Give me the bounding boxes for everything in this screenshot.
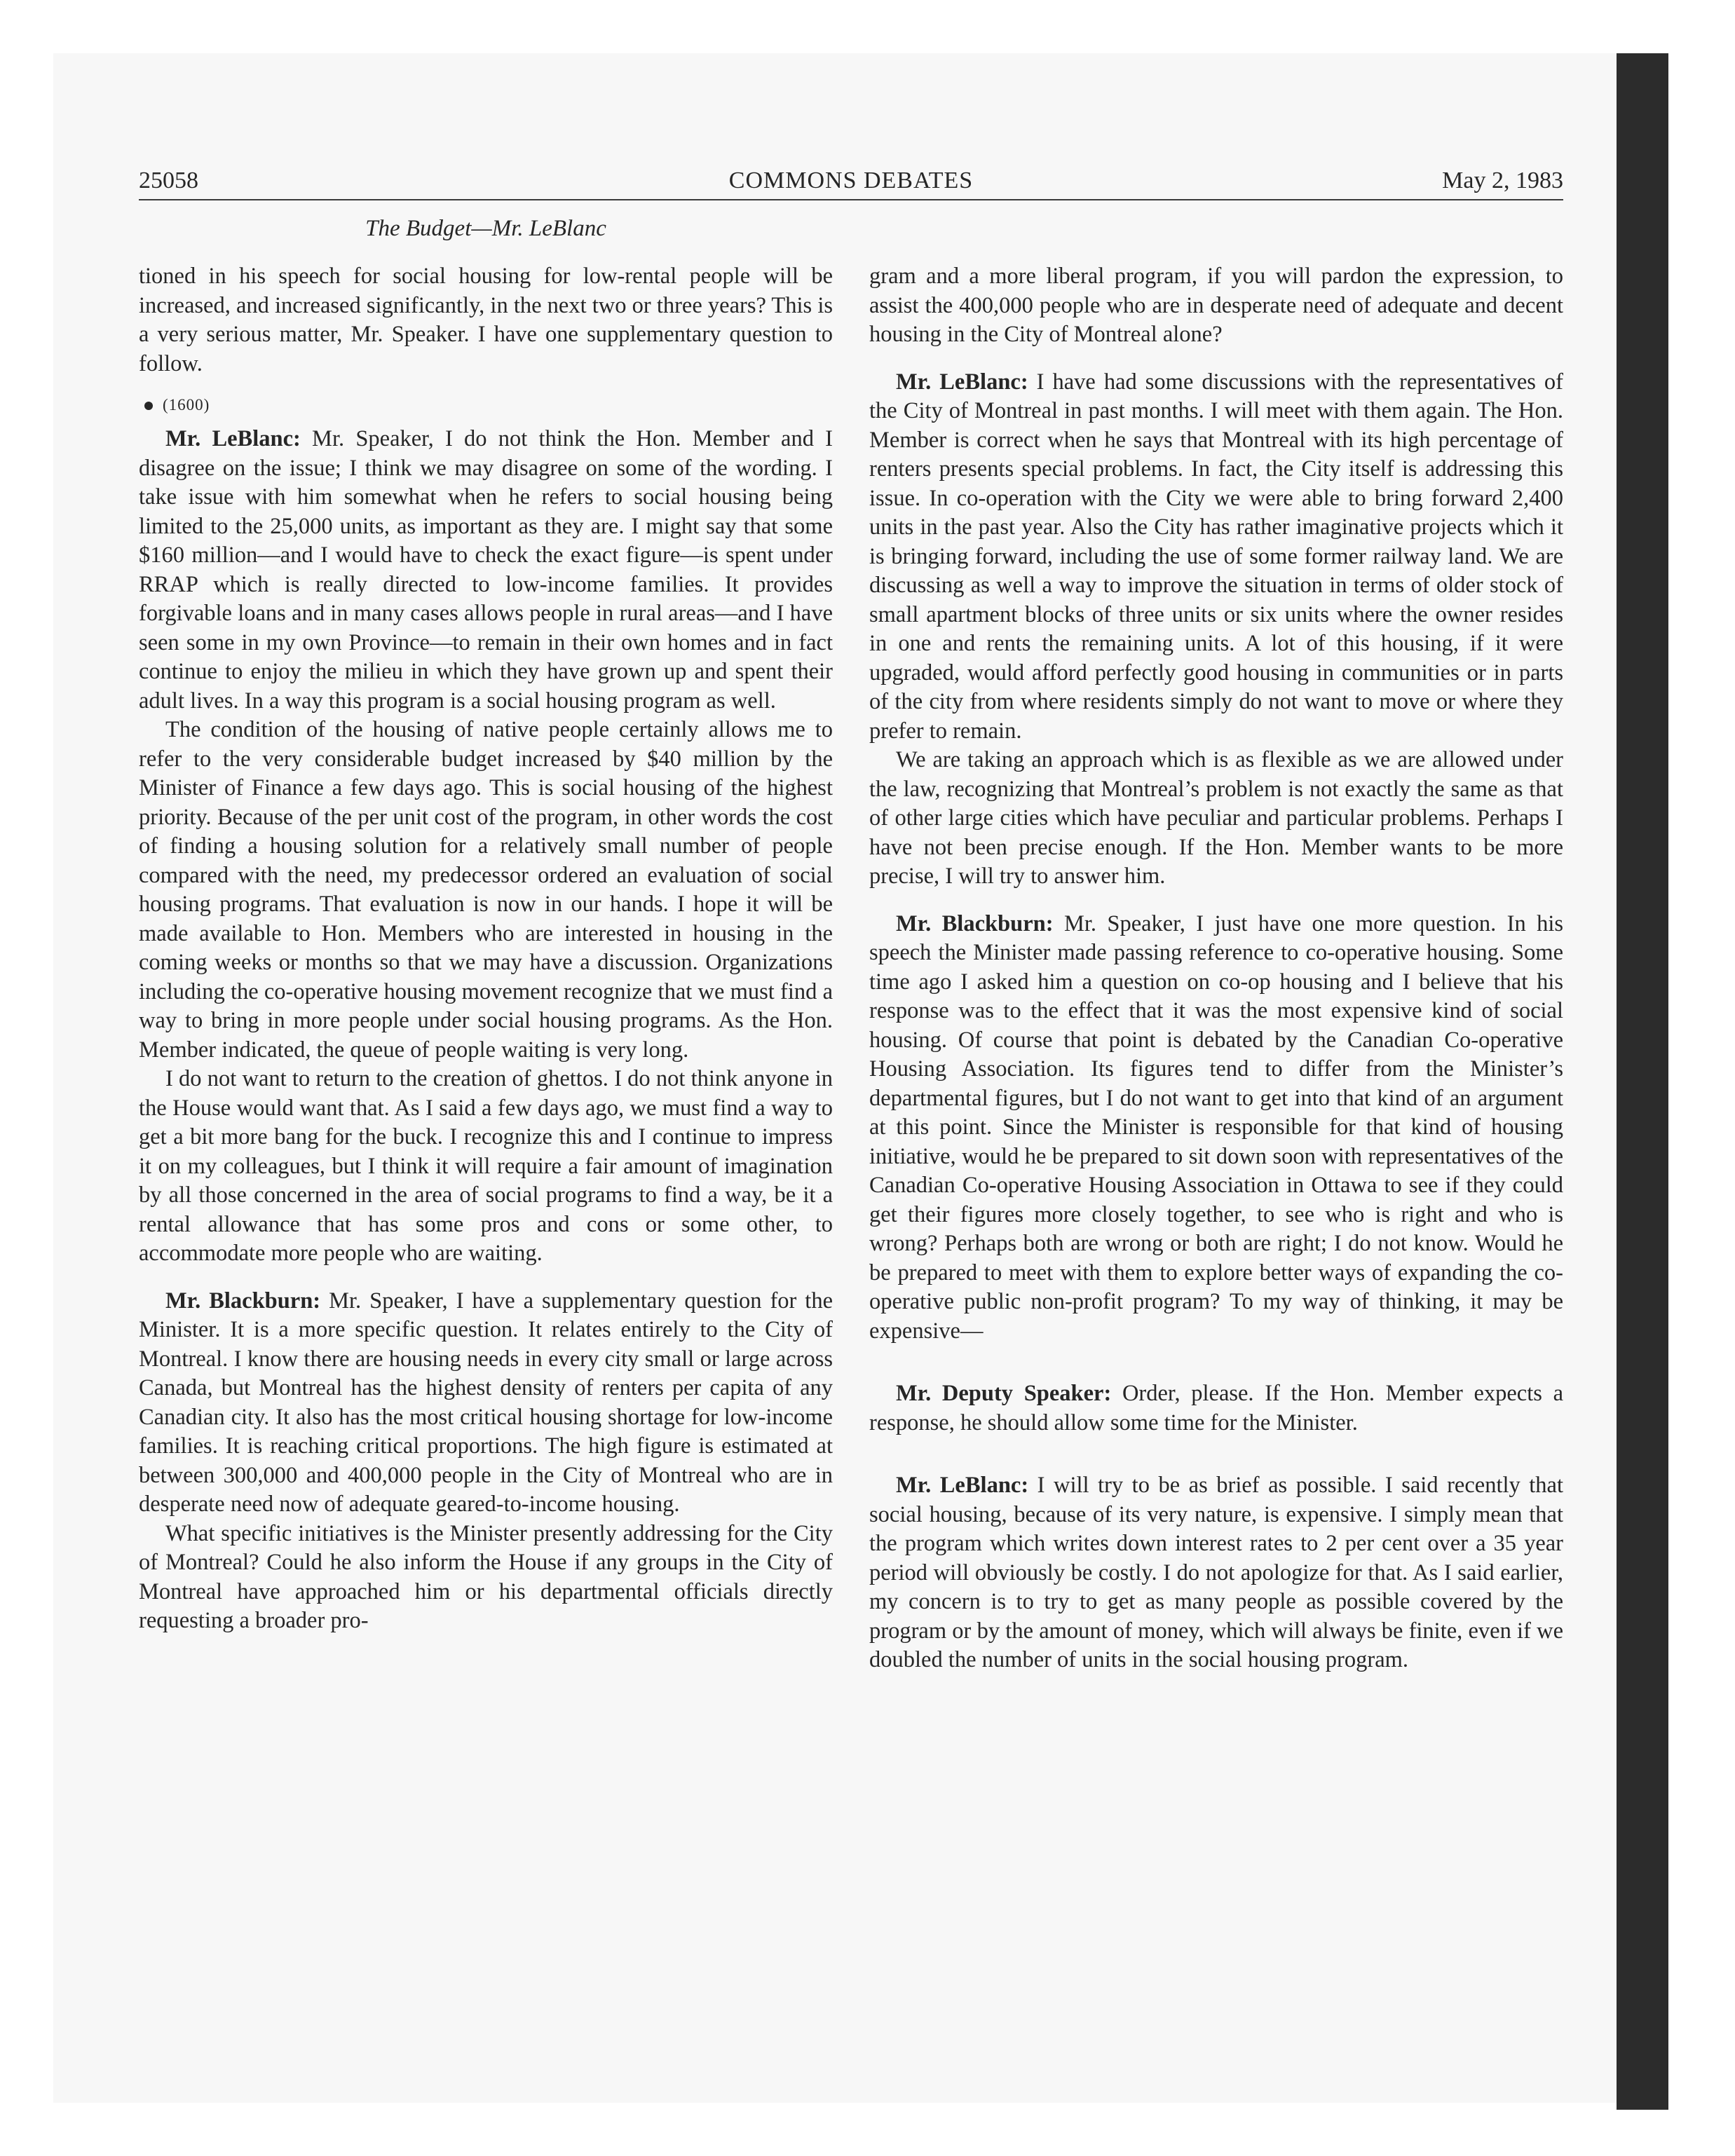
speech-paragraph: [869, 1379, 1563, 1438]
paragraph: The condition of the housing of native people certainly allows me to refer to the very considerable budget increased by $40 million by the Minister of Finance a few days ago. This is social housing of the highest priority. Because of the per unit cost of the program, in other words the cost of finding a housing solution for a relatively small number of people compared with the need, my predecessor ordered an evaluation of social housing programs. That evaluation is now in our hands. I hope it will be made available to Hon. Members who are interested in housing in the coming weeks or months so that we may have a discussion. Organizations including the co-operative housing movement recognize that we must find a way to bring in more people under social housing programs. As the Hon. Member indicated, the queue of people waiting is very long.: [139, 717, 833, 1063]
paragraph: What specific initiatives is the Minister presently addressing for the City of Montreal? Could he also inform the House if any groups in the City of Montreal have approached him or his departmental officials directly requesting a broader pro-: [139, 1520, 833, 1633]
speech-text: Mr. Speaker, I just have one more question. In his speech the Minister made passing reference to co-operative housing. Some time ago I asked him a question on co-op housing and I believe that his response was to the effect that it was the most expensive kind of social housing. Of course that point is debated by the Canadian Co-operative Housing Association. Its figures tend to differ from the Minister’s departmental figures, but I do not want to get into that kind of an argument at this point. Since the Minister is responsible for that kind of housing initiative, would he be prepared to sit down soon with representatives of the Canadian Co-operative Housing Association in Ottawa to see if they could get their figures more closely together, to see who is right and who is wrong? Perhaps both are wrong or both are right; I do not know. Would he be prepared to meet with them to explore better ways of expanding the co-operative public non-profit program? To my way of thinking, it may be expensive—: [869, 910, 1564, 1344]
speech-paragraph: [139, 1287, 833, 1520]
publication-date: May 2, 1983: [1442, 168, 1563, 193]
speech-paragraph: [869, 1471, 1563, 1675]
speaker-name: Mr. LeBlanc:: [896, 369, 1028, 395]
speech-text: Mr. Speaker, I have a supplementary question for the Minister. It is a more specific question. It relates entirely to the City of Montreal. I know there are housing needs in every city small or large across Canada, but Montreal has the highest density of renters per capita of any Canadian city. It also has the most critical housing shortage for low-income families. It is reaching critical proportions. The high figure is estimated at between 300,000 and 400,000 people in the City of Montreal who are in desperate need now of adequate geared-to-income housing.: [139, 1288, 834, 1517]
paragraph: tioned in his speech for social housing for low-rental people will be increased, and increased significantly, in the next two or three years? This is a very serious matter, Mr. Speaker. I have one supplementary question to follow.: [139, 264, 834, 376]
time-marker: [139, 391, 833, 419]
paragraph: We are taking an approach which is as flexible as we are allowed under the law, recognizing that Montreal’s problem is not exactly the same as that of other large cities which have peculiar and particular problems. Perhaps I have not been precise enough. If the Hon. Member wants to be more precise, I will try to answer him.: [869, 747, 1563, 889]
paragraph: I do not want to return to the creation of ghettos. I do not think anyone in the House would want that. As I said a few days ago, we must find a way to get a bit more bang for the buck. I recognize this and I continue to impress it on my colleagues, but I think it will require a fair amount of imagination by all those concerned in the area of social programs to find a way, be it a rental allowance that has some pros and cons or some other, to accommodate more people who are waiting.: [139, 1066, 833, 1266]
speech-text: Order, please. If the Hon. Member expects a response, he should allow some time for the Minister.: [869, 1381, 1563, 1435]
bullet-icon: [144, 402, 153, 410]
speaker-name: Mr. LeBlanc:: [896, 1473, 1029, 1498]
page-number: 25058: [139, 168, 198, 193]
speech-text: I have had some discussions with the representatives of the City of Montreal in past months. I will meet with them again. The Hon. Member is correct when he says that Montreal with its high percentage of renters presents special problems. In fact, the City itself is addressing this issue. In co-operation with the City we were able to bring forward 2,400 units in the past year. Also the City has rather imaginative projects which it is bringing forward, including the use of some former railway land. We are discussing as well a way to improve the situation in terms of older stock of small apartment blocks of three units or six units where the owner resides in one and rents the remaining units. A lot of this housing, if it were upgraded, would afford perfectly good housing in communities or in parts of the city from where residents simply do not want to move or where they prefer to remain.: [869, 369, 1563, 744]
speech-paragraph: [869, 910, 1563, 1346]
header-rule: [139, 199, 1563, 200]
speaker-name: Mr. Blackburn:: [165, 1288, 321, 1314]
time-marker-text: (1600): [163, 396, 210, 414]
speech-text: Mr. Speaker, I do not think the Hon. Member and I disagree on the issue; I think we may disagree on some of the wording. I take issue with him somewhat when he refers to social housing being limited to the 25,000 units, as important as they are. I might say that some $160 million—and I would have to check the exact figure—is spent under RRAP which is really directed to low-income families. It provides forgivable loans and in many cases allows people in rural areas—and I have seen some in my own Province—to remain in their own homes and in fact continue to enjoy the milieu in which they have grown up and spent their adult lives. In a way this program is a social housing program as well.: [139, 426, 834, 714]
scan-edge-shadow: [1617, 53, 1668, 2110]
speech-text: I will try to be as brief as possible. I said recently that social housing, because of its very nature, is expensive. I simply mean that the program which writes down interest rates to 2 per cent over a 35 year period will obviously be costly. I do not apologize for that. As I said earlier, my concern is to try to get as many people as possible covered by the program or by the amount of money, which will always be finite, even if we doubled the number of units in the social housing program.: [869, 1473, 1563, 1672]
publication-title: COMMONS DEBATES: [728, 168, 974, 193]
speech-paragraph: [139, 425, 833, 716]
paragraph: gram and a more liberal program, if you will pardon the expression, to assist the 400,000 people who are in desperate need of adequate and decent housing in the City of Montreal alone?: [869, 264, 1563, 347]
right-column: [869, 262, 1563, 1675]
left-column: [139, 262, 833, 1636]
speaker-name: Mr. Blackburn:: [896, 910, 1054, 936]
subject-heading: The Budget—Mr. LeBlanc: [365, 216, 606, 241]
speech-paragraph: [869, 368, 1563, 746]
speaker-name: Mr. Deputy Speaker:: [896, 1381, 1112, 1406]
speaker-name: Mr. LeBlanc:: [165, 426, 301, 451]
